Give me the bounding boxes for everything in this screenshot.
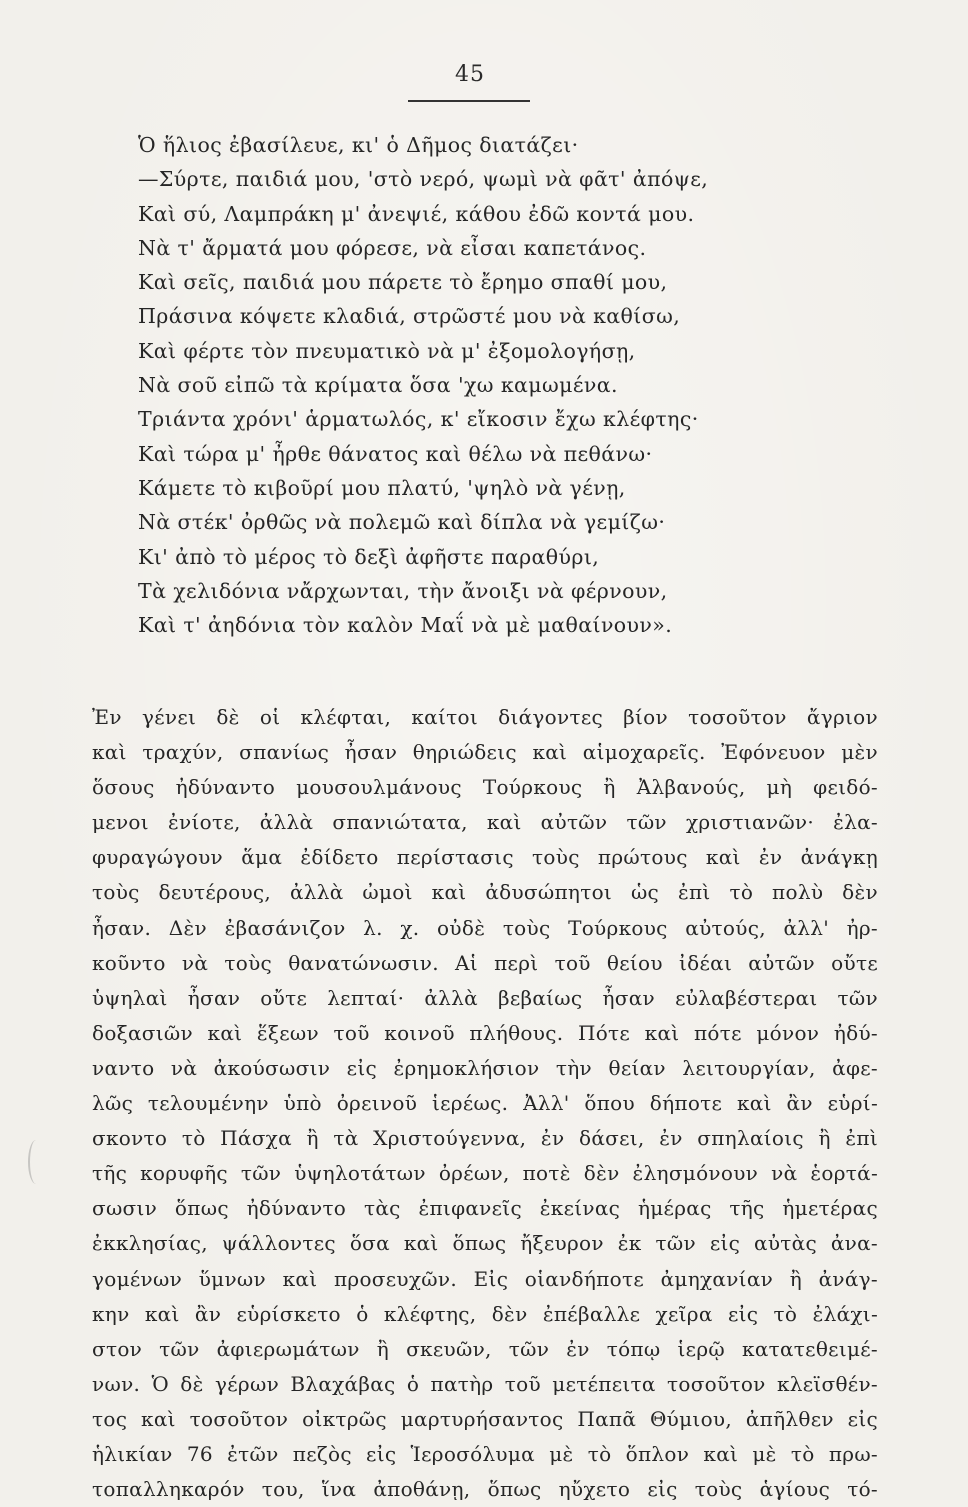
poem-line: Κι' ἀπὸ τὸ μέρος τὸ δεξὶ ἀφῆστε παραθύρι, (138, 544, 600, 569)
prose-line: ἐκκλησίας, ψάλλοντες ὅσα καὶ ὅπως ἤξευρον ἐκ τῶν εἰς αὐτὰς ἀνα- (92, 1231, 878, 1256)
prose-line: δοξασιῶν καὶ ἕξεων τοῦ κοινοῦ πλήθους. Πότε καὶ πότε μόνον ἠδύ- (92, 1020, 878, 1045)
poem-line: Τὰ χελιδόνια νἄρχωνται, τὴν ἄνοιξι νὰ φέρνουν, (138, 578, 668, 603)
page-number: 45 (455, 62, 485, 87)
poem-line: —Σύρτε, παιδιά μου, 'στὸ νερό, ψωμὶ νὰ φᾶτ' ἀπόψε, (138, 167, 709, 192)
poem-block (138, 128, 878, 642)
prose-line: ἡλικίαν 76 ἐτῶν πεζὸς εἰς Ἱεροσόλυμα μὲ τὸ ὅπλον καὶ μὲ τὸ πρω- (92, 1441, 878, 1466)
prose-line: νων. Ὁ δὲ γέρων Βλαχάβας ὁ πατὴρ τοῦ μετέπειτα τοσοῦτον κλεϊσθέν- (92, 1371, 878, 1396)
poem-line: Καὶ τ' ἀηδόνια τὸν καλὸν Μαΐ νὰ μὲ μαθαίνουν». (138, 613, 673, 638)
poem-line: Καὶ σύ, Λαμπράκη μ' ἀνεψιέ, κάθου ἐδῶ κοντά μου. (138, 201, 695, 226)
prose-line: καὶ τραχύν, σπανίως ἦσαν θηριώδεις καὶ αἱμοχαρεῖς. Ἐφόνευον μὲν (92, 740, 878, 765)
prose-line: τος καὶ τοσοῦτον οἰκτρῶς μαρτυρήσαντος Παπᾶ Θύμιου, ἀπῆλθεν εἰς (92, 1406, 878, 1431)
prose-line: γομένων ὕμνων καὶ προσευχῶν. Εἰς οἱανδήποτε ἀμηχανίαν ἢ ἀνάγ- (92, 1266, 878, 1291)
prose-line: φυραγώγουν ἅμα ἐδίδετο περίστασις τοὺς πρώτους καὶ ἐν ἀνάγκῃ (92, 845, 878, 870)
prose-line: σωσιν ὅπως ἠδύναντο τὰς ἐπιφανεῖς ἐκείνας ἡμέρας τῆς ἡμετέρας (92, 1196, 878, 1221)
poem-line: Τριάντα χρόνι' ἁρματωλός, κ' εἴκοσιν ἔχω κλέφτης· (138, 407, 699, 432)
poem-line: Νὰ στέκ' ὀρθῶς νὰ πολεμῶ καὶ δίπλα νὰ γεμίζω· (138, 510, 666, 535)
prose-line: ὅσους ἠδύναντο μουσουλμάνους Τούρκους ἢ Ἀλβανούς, μὴ φειδό- (92, 775, 878, 800)
poem-line: Καὶ σεῖς, παιδιά μου πάρετε τὸ ἔρημο σπαθί μου, (138, 270, 668, 295)
prose-line: ναντο νὰ ἀκούσωσιν εἰς ἐρημοκλήσιον τὴν θείαν λειτουργίαν, ἀφε- (92, 1055, 878, 1080)
poem-line: Πράσινα κόψετε κλαδιά, στρῶστέ μου νὰ καθίσω, (138, 304, 681, 329)
prose-line: κοῦντο νὰ τοὺς θανατώνωσιν. Αἱ περὶ τοῦ θείου ἰδέαι αὐτῶν οὔτε (92, 950, 878, 975)
poem-line: Νὰ τ' ἄρματά μου φόρεσε, νὰ εἶσαι καπετάνος. (138, 235, 647, 260)
prose-line: ὑψηλαὶ ἦσαν οὔτε λεπταί· ἀλλὰ βεβαίως ἦσαν εὐλαβέστεραι τῶν (92, 985, 878, 1010)
margin-bleed-mark (28, 1140, 44, 1184)
poem-line: Κάμετε τὸ κιβοῦρί μου πλατύ, 'ψηλὸ νὰ γένῃ, (138, 475, 626, 500)
prose-line: κην καὶ ἂν εὑρίσκετο ὁ κλέφτης, δὲν ἐπέβαλλε χεῖρα εἰς τὸ ἐλάχι- (92, 1301, 878, 1326)
prose-paragraph (92, 700, 878, 1507)
header-rule (408, 100, 530, 102)
prose-line: τῆς κορυφῆς τῶν ὑψηλοτάτων ὀρέων, ποτὲ δὲν ἐλησμόνουν νὰ ἑορτά- (92, 1161, 878, 1186)
prose-line: τοὺς δευτέρους, ἀλλὰ ὠμοὶ καὶ ἀδυσώπητοι ὡς ἐπὶ τὸ πολὺ δὲν (92, 880, 878, 905)
prose-line: λῶς τελουμένην ὑπὸ ὀρεινοῦ ἱερέως. Ἀλλ' ὅπου δήποτε καὶ ἂν εὑρί- (92, 1091, 878, 1116)
prose-line: ἦσαν. Δὲν ἐβασάνιζον λ. χ. οὐδὲ τοὺς Τούρκους αὐτούς, ἀλλ' ἠρ- (92, 915, 878, 940)
poem-line: Καὶ φέρτε τὸν πνευματικὸ νὰ μ' ἐξομολογήσῃ, (138, 338, 636, 363)
poem-line: Καὶ τώρα μ' ἦρθε θάνατος καὶ θέλω νὰ πεθάνω· (138, 441, 653, 466)
prose-line: μενοι ἐνίοτε, ἀλλὰ σπανιώτατα, καὶ αὐτῶν τῶν χριστιανῶν· ἐλα- (92, 810, 878, 835)
prose-line: σκοντο τὸ Πάσχα ἢ τὰ Χριστούγεννα, ἐν δάσει, ἐν σπηλαίοις ἢ ἐπὶ (92, 1126, 878, 1151)
prose-line: Ἐν γένει δὲ οἱ κλέφται, καίτοι διάγοντες βίον τοσοῦτον ἄγριον (92, 705, 878, 729)
prose-line: τοπαλληκαρόν του, ἵνα ἀποθάνῃ, ὅπως ηὔχετο εἰς τοὺς ἁγίους τό- (92, 1477, 878, 1502)
prose-line: στον τῶν ἀφιερωμάτων ἢ σκευῶν, τῶν ἐν τόπῳ ἱερῷ κατατεθειμέ- (92, 1336, 878, 1361)
poem-line: Ὁ ἥλιος ἐβασίλευε, κι' ὁ Δῆμος διατάζει· (138, 133, 579, 157)
poem-line: Νὰ σοῦ εἰπῶ τὰ κρίματα ὅσα 'χω καμωμένα. (138, 373, 618, 398)
